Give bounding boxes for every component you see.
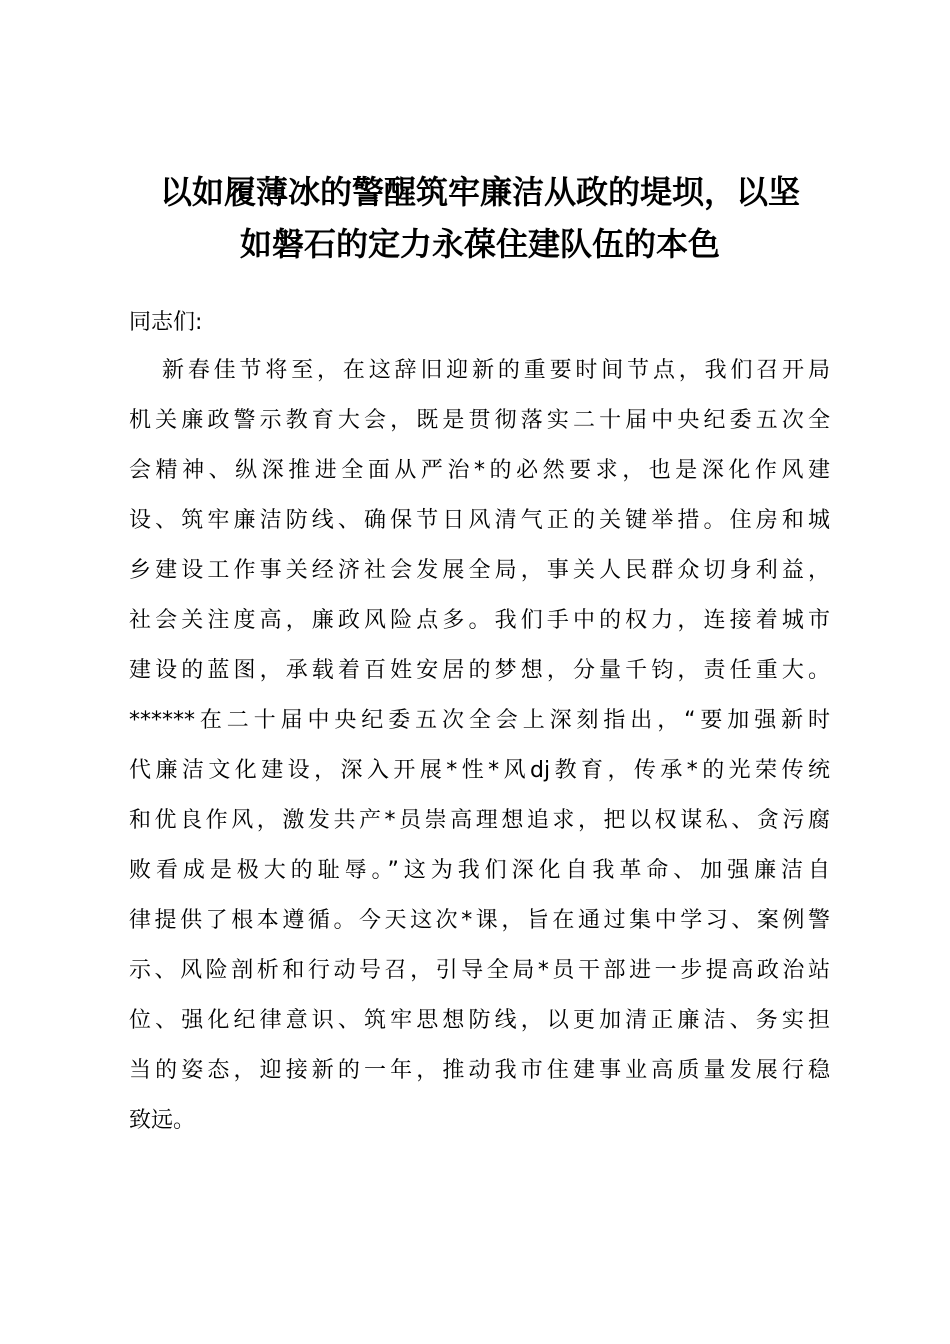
paragraph-line: 当的姿态，迎接新的一年，推动我市住建事业高质量发展行稳	[129, 1058, 830, 1083]
paragraph-line: 败看成是极大的耻辱。”这为我们深化自我革命、加强廉洁自	[129, 858, 830, 883]
title-line-1: 以如履薄冰的警醒筑牢廉洁从政的堤坝，以坚	[159, 173, 800, 211]
paragraph-line: 律提供了根本遵循。今天这次*课，旨在通过集中学习、案例警	[129, 908, 830, 933]
paragraph-line: 和优良作风，激发共产*员崇高理想追求，把以权谋私、贪污腐	[129, 808, 830, 833]
paragraph-line: 建设的蓝图，承载着百姓安居的梦想，分量千钧，责任重大。	[129, 658, 830, 683]
document-title	[110, 166, 850, 270]
paragraph-line: 设、筑牢廉洁防线、确保节日风清气正的关键举措。住房和城	[129, 508, 830, 533]
paragraph-line: 位、强化纪律意识、筑牢思想防线，以更加清正廉洁、务实担	[129, 1008, 830, 1033]
paragraph-line: 致远。	[129, 1108, 196, 1133]
paragraph-line: 机关廉政警示教育大会，既是贯彻落实二十届中央纪委五次全	[129, 408, 830, 433]
paragraph-line: ******在二十届中央纪委五次全会上深刻指出，“要加强新时	[129, 708, 830, 733]
paragraph-line: 代廉洁文化建设，深入开展*性*风dj教育，传承*的光荣传统	[129, 758, 830, 783]
title-line-2: 如磐石的定力永葆住建队伍的本色	[239, 225, 720, 263]
paragraph-line: 乡建设工作事关经济社会发展全局，事关人民群众切身利益，	[129, 558, 830, 583]
paragraph-line: 示、风险剖析和行动号召，引导全局*员干部进一步提高政治站	[129, 958, 830, 983]
paragraph-line: 新春佳节将至，在这辞旧迎新的重要时间节点，我们召开局	[162, 358, 830, 383]
salutation: 同志们:	[129, 310, 203, 335]
paragraph-line: 会精神、纵深推进全面从严治*的必然要求，也是深化作风建	[129, 458, 830, 483]
paragraph-line: 社会关注度高，廉政风险点多。我们手中的权力，连接着城市	[129, 608, 830, 633]
